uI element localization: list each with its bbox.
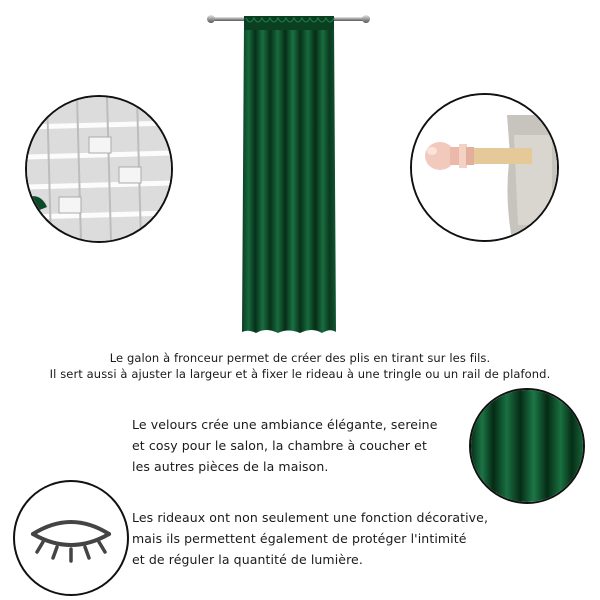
caption-line: Les rideaux ont non seulement une fonction décorative, — [132, 510, 489, 525]
caption-line: Il sert aussi à ajuster la largeur et à fixer le rideau à une tringle ou un rail de plafond. — [49, 367, 551, 381]
caption-line: et cosy pour le salon, la chambre à coucher et — [132, 438, 427, 453]
heading-tape-detail — [25, 95, 173, 243]
heading-tape-caption — [20, 350, 580, 382]
velvet-caption — [132, 414, 472, 477]
heading-tape-image — [27, 97, 171, 241]
velvet-curtain — [242, 22, 336, 333]
velvet-fabric-image — [471, 390, 583, 502]
curtain-rod-detail — [410, 93, 559, 242]
caption-line: et de réguler la quantité de lumière. — [132, 552, 363, 567]
rod-finial-right — [362, 15, 370, 23]
closed-eye-icon — [15, 482, 127, 594]
rod-finial-image — [412, 95, 557, 240]
caption-line: Le velours crée une ambiance élégante, sereine — [132, 417, 438, 432]
caption-line: mais ils permettent également de protéger l'intimité — [132, 531, 467, 546]
velvet-fabric-detail — [469, 388, 585, 504]
curtains-function-caption — [132, 507, 512, 570]
caption-line: les autres pièces de la maison. — [132, 459, 329, 474]
rod-finial-left — [207, 15, 215, 23]
privacy-icon-circle — [13, 480, 129, 596]
caption-line: Le galon à fronceur permet de créer des plis en tirant sur les fils. — [109, 351, 491, 365]
